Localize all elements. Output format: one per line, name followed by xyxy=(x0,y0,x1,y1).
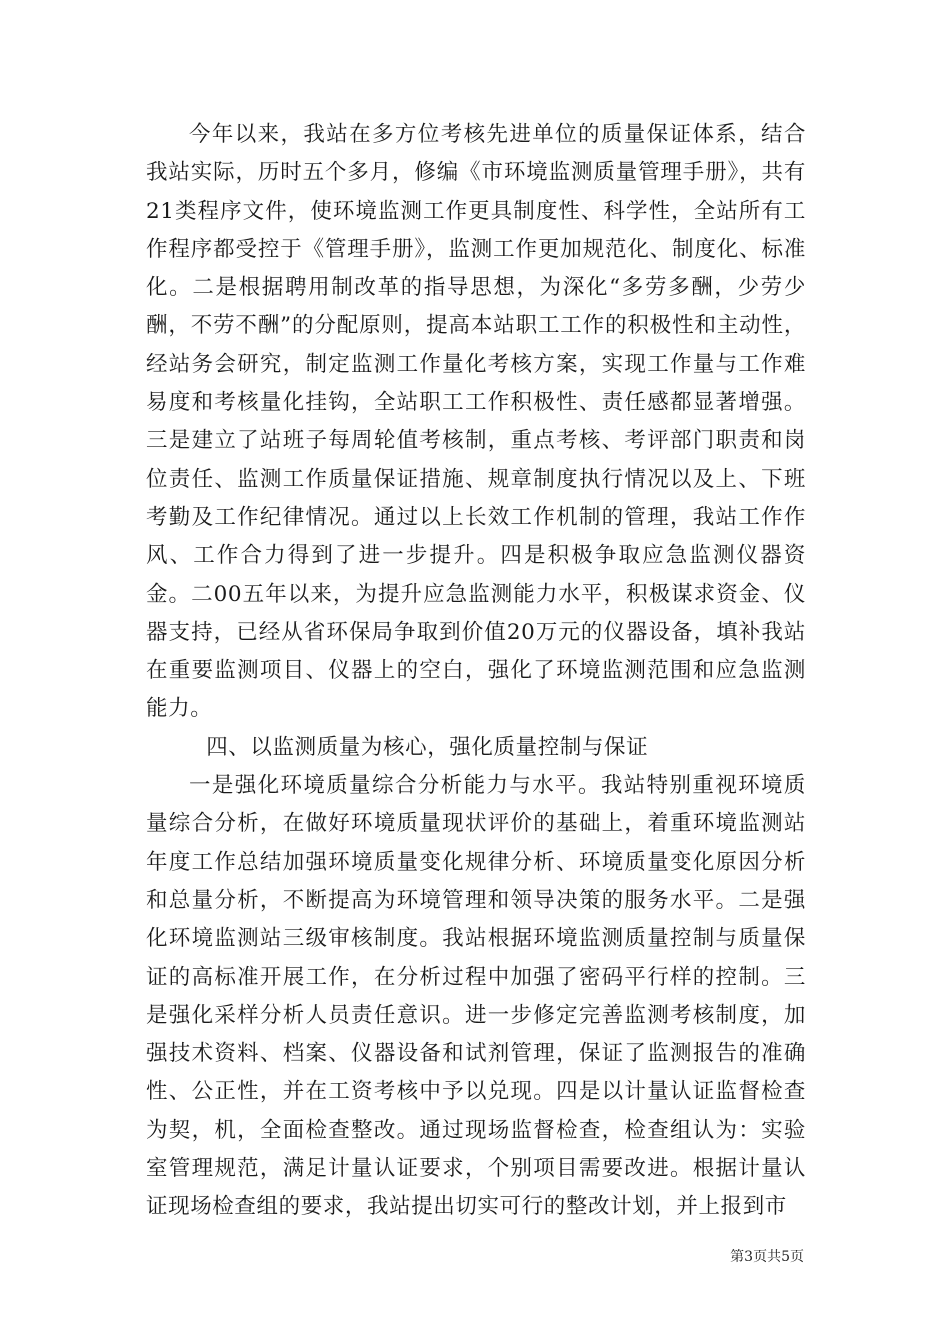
paragraph-quality-system: 今年以来，我站在多方位考核先进单位的质量保证体系，结合我站实际，历时五个多月，修编《市环境监测质量管理手册》，共有21类程序文件，使环境监测工作更具制度性、科学性，全站所有工作程序都受控于《管理手册》，监测工作更加规范化、制度化、标准化。二是根据聘用制改革的指导思想，为深化“多劳多酬，少劳少酬，不劳不酬”的分配原则，提高本站职工工作的积极性和主动性，经站务会研究，制定监测工作量化考核方案，实现工作量与工作难易度和考核量化挂钩，全站职工工作积极性、责任感都显著增强。三是建立了站班子每周轮值考核制，重点考核、考评部门职责和岗位责任、监测工作质量保证措施、规章制度执行情况以及上、下班考勤及工作纪律情况。通过以上长效工作机制的管理，我站工作作风、工作合力得到了进一步提升。四是积极争取应急监测仪器资金。二00五年以来，为提升应急监测能力水平，积极谋求资金、仪器支持，已经从省环保局争取到价值20万元的仪器设备，填补我站在重要监测项目、仪器上的空白，强化了环境监测范围和应急监测能力。 xyxy=(146,122,806,722)
page-number: 第3页共5页 xyxy=(730,1249,804,1265)
section-heading: 四、以监测质量为核心，强化质量控制与保证 xyxy=(206,734,649,760)
paragraph-quality-control: 一是强化环境质量综合分析能力与水平。我站特别重视环境质量综合分析，在做好环境质量现状评价的基础上，着重环境监测站年度工作总结加强环境质量变化规律分析、环境质量变化原因分析和总量分析，不断提高为环境管理和领导决策的服务水平。二是强化环境监测站三级审核制度。我站根据环境监测质量控制与质量保证的高标准开展工作，在分析过程中加强了密码平行样的控制。三是强化采样分析人员责任意识。进一步修定完善监测考核制度，加强技术资料、档案、仪器设备和试剂管理，保证了监测报告的准确性、公正性，并在工资考核中予以兑现。四是以计量认证监督检查为契，机，全面检查整改。通过现场监督检查，检查组认为：实验室管理规范，满足计量认证要求，个别项目需要改进。根据计量认证现场检查组的要求，我站提出切实可行的整改计划，并上报到市 xyxy=(146,773,806,1220)
document-body xyxy=(146,116,806,1227)
